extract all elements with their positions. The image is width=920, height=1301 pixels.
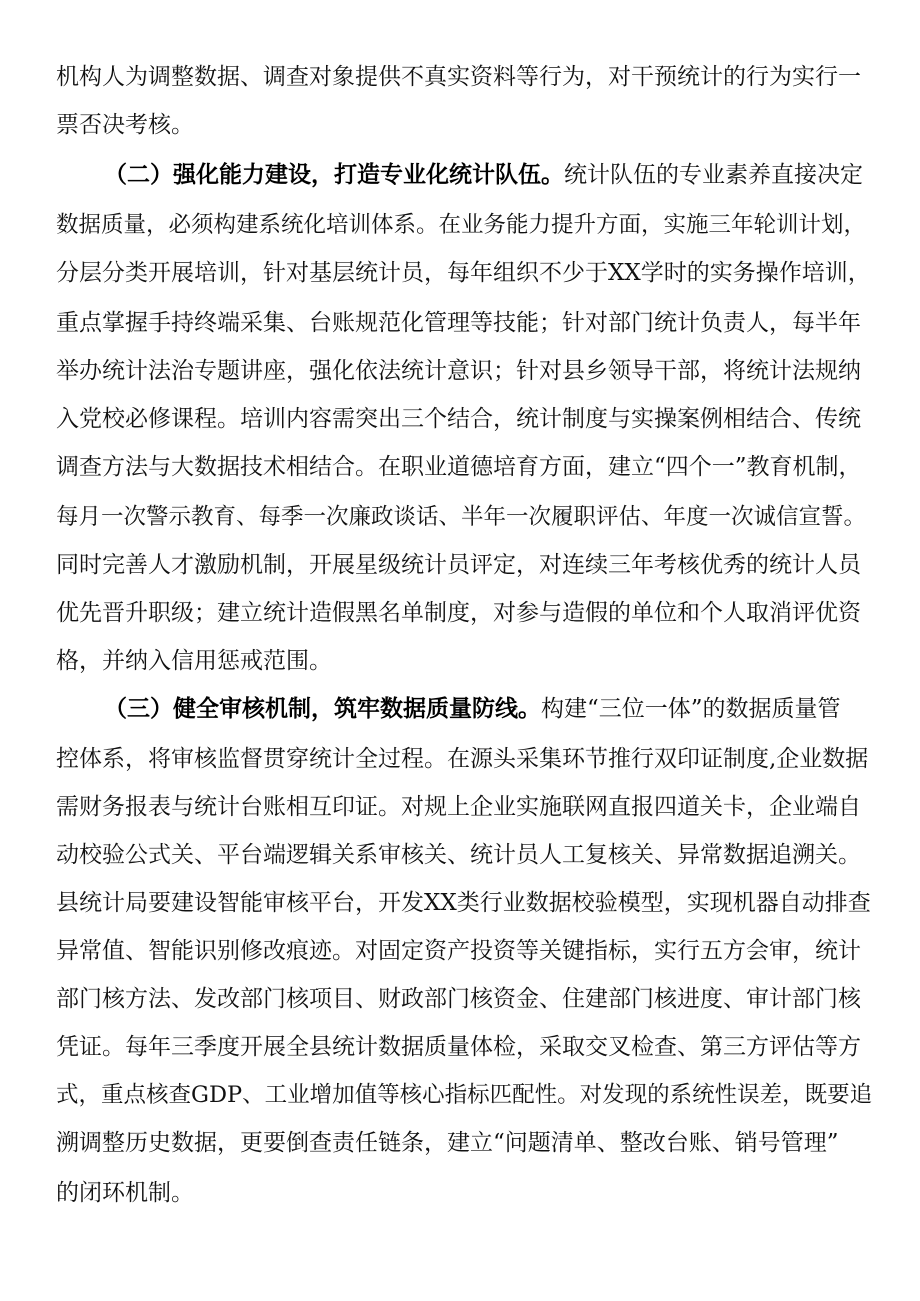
text-line: 县统计局要建设智能审核平台，开发XX类行业数据校验模型，实现机器自动排查 (56, 890, 871, 916)
section-heading: （三）健全审核机制，筑牢数据质量防线。 (104, 696, 541, 722)
text-line: 动校验公式关、平台端逻辑关系审核关、统计员人工复核关、异常数据追溯关。 (56, 842, 861, 868)
section-heading: （二）强化能力建设，打造专业化统计队伍。 (104, 162, 564, 188)
text-line (104, 160, 876, 190)
text-line: 同时完善人才激励机制，开展星级统计员评定，对连续三年考核优秀的统计人员 (56, 552, 861, 578)
text-line (104, 694, 876, 724)
text-line: 部门核方法、发改部门核项目、财政部门核资金、住建部门核进度、审计部门核 (56, 986, 861, 1012)
text-line: 的闭环机制。 (56, 1180, 194, 1206)
text-line: 优先晋升职级；建立统计造假黑名单制度，对参与造假的单位和个人取消评优资 (56, 600, 861, 626)
text-line: 异常值、智能识别修改痕迹。对固定资产投资等关键指标，实行五方会审，统计 (56, 938, 861, 964)
text-line: 票否决考核。 (56, 112, 194, 138)
text-line: 入党校必修课程。培训内容需突出三个结合，统计制度与实操案例相结合、传统 (56, 406, 861, 432)
text-line: 举办统计法治专题讲座，强化依法统计意识；针对县乡领导干部，将统计法规纳 (56, 358, 861, 384)
text-span: 统计队伍的专业素养直接决定 (564, 162, 863, 188)
text-line: 每月一次警示教育、每季一次廉政谈话、半年一次履职评估、年度一次诚信宣誓。 (56, 504, 867, 530)
text-line: 式，重点核查GDP、工业增加值等核心指标匹配性。对发现的系统性误差，既要追 (56, 1082, 873, 1108)
text-line: 格，并纳入信用惩戒范围。 (56, 648, 332, 674)
text-line: 凭证。每年三季度开展全县统计数据质量体检，采取交叉检查、第三方评估等方 (56, 1034, 861, 1060)
text-line: 分层分类开展培训，针对基层统计员，每年组织不少于XX学时的实务操作培训， (56, 260, 871, 286)
text-line: 机构人为调整数据、调查对象提供不真实资料等行为，对干预统计的行为实行一 (56, 64, 861, 90)
text-span: 构建“三位一体”的数据质量管 (541, 696, 841, 722)
text-line: 数据质量，必须构建系统化培训体系。在业务能力提升方面，实施三年轮训计划， (56, 212, 867, 238)
text-line: 重点掌握手持终端采集、台账规范化管理等技能；针对部门统计负责人，每半年 (56, 310, 861, 336)
text-line: 需财务报表与统计台账相互印证。对规上企业实施联网直报四道关卡，企业端自 (56, 794, 861, 820)
text-line: 调查方法与大数据技术相结合。在职业道德培育方面，建立“四个一”教育机制， (56, 454, 862, 480)
text-line: 控体系，将审核监督贯穿统计全过程。在源头采集环节推行双印证制度,企业数据 (56, 746, 869, 772)
text-line: 溯调整历史数据，更要倒查责任链条，建立“问题清单、整改台账、销号管理” (56, 1130, 839, 1156)
